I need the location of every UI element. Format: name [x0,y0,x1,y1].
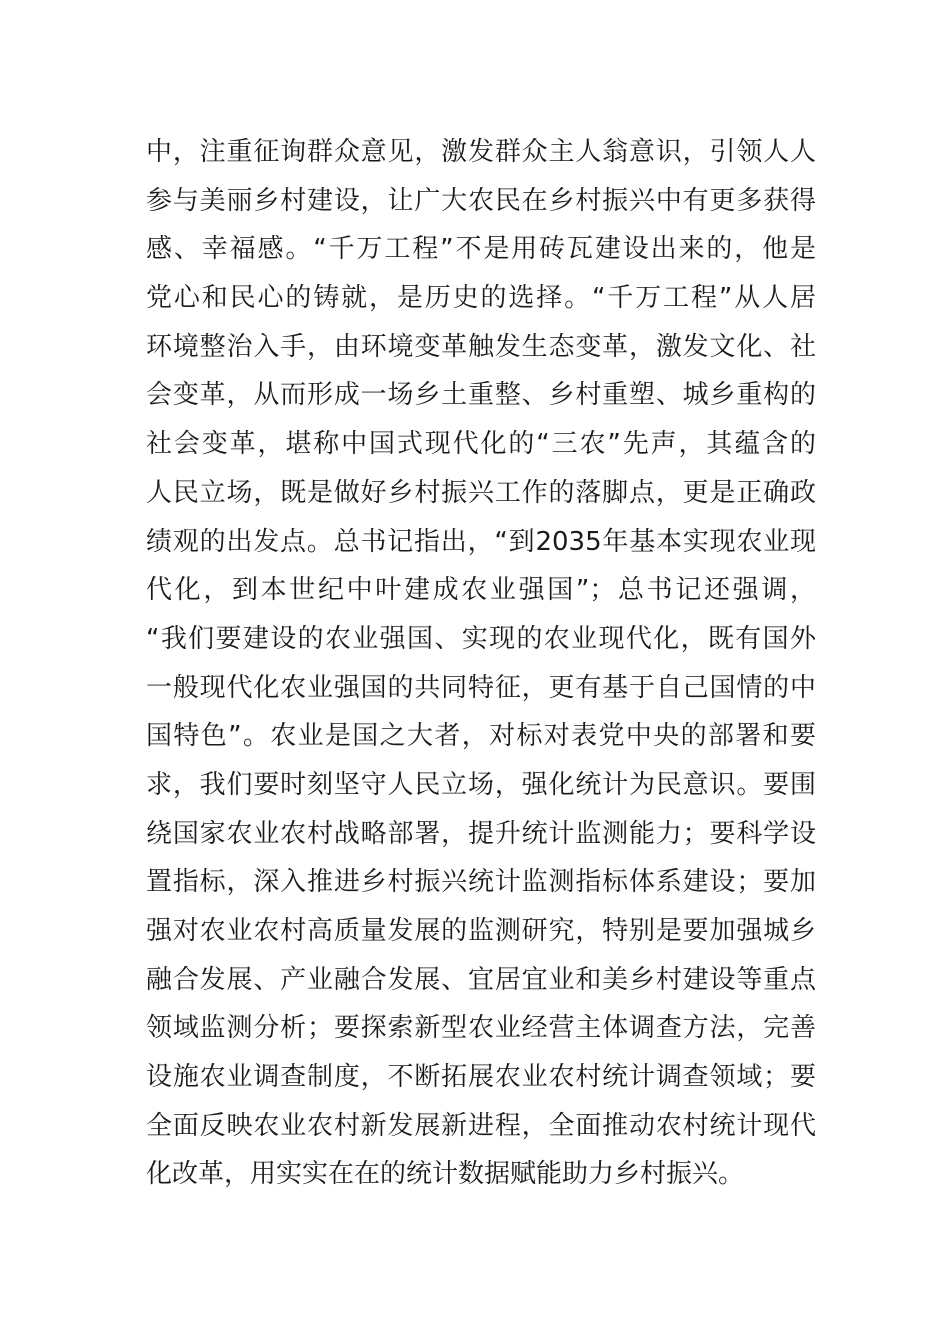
text-line: 一般现代化农业强国的共同特征，更有基于自己国情的中 [146,672,816,703]
text-line: 感、幸福感。“千万工程”不是用砖瓦建设出来的，他是 [146,234,816,265]
text-line: 绕国家农业农村战略部署，提升统计监测能力；要科学设 [146,818,816,849]
text-line: “我们要建设的农业强国、实现的农业现代化，既有国外 [146,623,816,654]
text-line: 全面反映农业农村新发展新进程，全面推动农村统计现代 [146,1110,816,1141]
text-line: 代化，到本世纪中叶建成农业强国”；总书记还强调， [146,575,816,606]
text-line: 强对农业农村高质量发展的监测研究，特别是要加强城乡 [146,916,816,946]
body-paragraph [146,128,816,1199]
text-line: 求，我们要时刻坚守人民立场，强化统计为民意识。要围 [146,769,816,800]
text-line: 设施农业调查制度，不断拓展农业农村统计调查领域；要 [146,1062,816,1093]
text-line: 党心和民心的铸就，是历史的选择。“千万工程”从人居 [146,283,816,314]
text-line: 会变革，从而形成一场乡土重整、乡村重塑、城乡重构的 [146,380,816,411]
text-line: 参与美丽乡村建设，让广大农民在乡村振兴中有更多获得 [146,185,816,216]
text-line: 绩观的出发点。总书记指出，“到2035年基本实现农业现 [146,526,816,557]
text-line: 社会变革，堪称中国式现代化的“三农”先声，其蕴含的 [146,429,816,460]
text-line: 中，注重征询群众意见，激发群众主人翁意识，引领人人 [146,137,816,167]
text-line: 置指标，深入推进乡村振兴统计监测指标体系建设；要加 [146,867,816,898]
text-line: 领域监测分析；要探索新型农业经营主体调查方法，完善 [146,1013,816,1044]
text-line: 人民立场，既是做好乡村振兴工作的落脚点，更是正确政 [146,477,816,508]
text-line: 国特色”。农业是国之大者，对标对表党中央的部署和要 [146,721,816,752]
text-line: 融合发展、产业融合发展、宜居宜业和美乡村建设等重点 [146,964,816,995]
text-line: 环境整治入手，由环境变革触发生态变革，激发文化、社 [146,331,816,362]
text-line: 化改革，用实实在在的统计数据赋能助力乡村振兴。 [146,1159,745,1190]
